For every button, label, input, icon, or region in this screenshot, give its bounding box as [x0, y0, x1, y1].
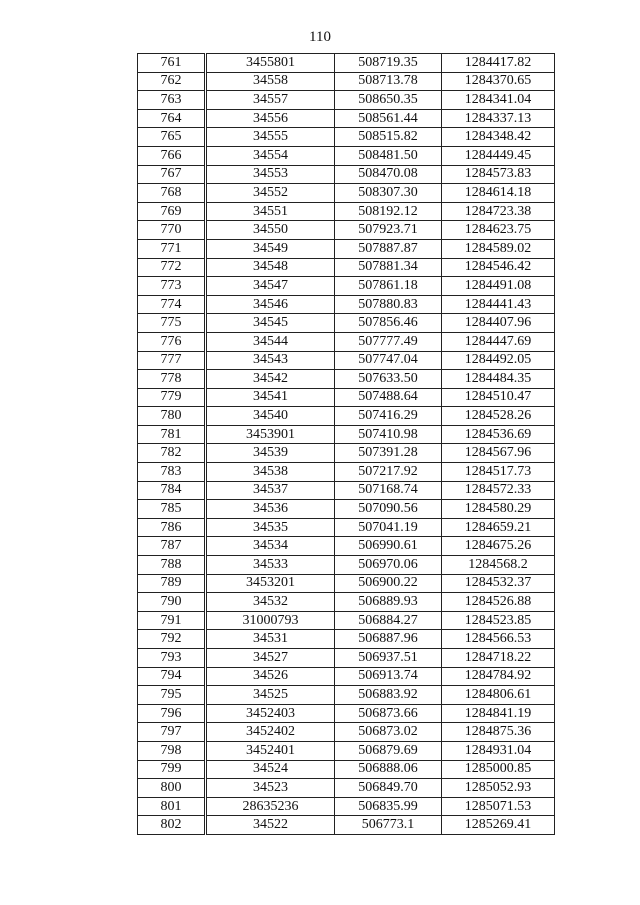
coordinate-x-cell: 506884.27	[335, 611, 442, 630]
coordinate-x-cell: 506900.22	[335, 574, 442, 593]
coordinate-y-cell: 1284806.61	[442, 686, 555, 705]
coordinate-y-cell: 1284875.36	[442, 723, 555, 742]
coordinate-y-cell: 1284348.42	[442, 128, 555, 147]
point-id-cell: 34546	[206, 295, 335, 314]
point-id-cell: 3455801	[206, 54, 335, 73]
point-id-cell: 34536	[206, 500, 335, 519]
coordinate-y-cell: 1284341.04	[442, 91, 555, 110]
row-number-cell: 785	[138, 500, 206, 519]
point-id-cell: 34523	[206, 779, 335, 798]
table-row	[138, 444, 555, 463]
coordinate-y-cell: 1284659.21	[442, 518, 555, 537]
coordinate-x-cell: 507881.34	[335, 258, 442, 277]
table-row	[138, 221, 555, 240]
point-id-cell: 34524	[206, 760, 335, 779]
table-row	[138, 611, 555, 630]
point-id-cell: 34541	[206, 388, 335, 407]
table-row	[138, 277, 555, 296]
point-id-cell: 34547	[206, 277, 335, 296]
table-row	[138, 481, 555, 500]
row-number-cell: 777	[138, 351, 206, 370]
coordinate-y-cell: 1285052.93	[442, 779, 555, 798]
point-id-cell: 34545	[206, 314, 335, 333]
table-row	[138, 146, 555, 165]
point-id-cell: 34554	[206, 146, 335, 165]
coordinates-table	[137, 53, 555, 835]
coordinate-y-cell: 1284449.45	[442, 146, 555, 165]
table-row	[138, 314, 555, 333]
row-number-cell: 769	[138, 202, 206, 221]
point-id-cell: 34538	[206, 463, 335, 482]
point-id-cell: 34555	[206, 128, 335, 147]
coordinate-y-cell: 1284337.13	[442, 109, 555, 128]
coordinate-x-cell: 506873.02	[335, 723, 442, 742]
coordinate-y-cell: 1284931.04	[442, 741, 555, 760]
table-row	[138, 779, 555, 798]
row-number-cell: 768	[138, 184, 206, 203]
coordinate-x-cell: 507090.56	[335, 500, 442, 519]
coordinate-x-cell: 506849.70	[335, 779, 442, 798]
coordinate-x-cell: 506990.61	[335, 537, 442, 556]
table-row	[138, 797, 555, 816]
row-number-cell: 773	[138, 277, 206, 296]
row-number-cell: 763	[138, 91, 206, 110]
point-id-cell: 34557	[206, 91, 335, 110]
table-row	[138, 332, 555, 351]
point-id-cell: 34556	[206, 109, 335, 128]
point-id-cell: 34527	[206, 649, 335, 668]
table-row	[138, 425, 555, 444]
coordinate-x-cell: 507410.98	[335, 425, 442, 444]
row-number-cell: 784	[138, 481, 206, 500]
coordinate-y-cell: 1284510.47	[442, 388, 555, 407]
point-id-cell: 34548	[206, 258, 335, 277]
table-row	[138, 72, 555, 91]
coordinate-x-cell: 506835.99	[335, 797, 442, 816]
point-id-cell: 3452402	[206, 723, 335, 742]
coordinate-x-cell: 506970.06	[335, 556, 442, 575]
coordinate-x-cell: 508307.30	[335, 184, 442, 203]
coordinate-x-cell: 507416.29	[335, 407, 442, 426]
row-number-cell: 789	[138, 574, 206, 593]
table-row	[138, 239, 555, 258]
point-id-cell: 31000793	[206, 611, 335, 630]
point-id-cell: 34532	[206, 593, 335, 612]
point-id-cell: 3452401	[206, 741, 335, 760]
point-id-cell: 34526	[206, 667, 335, 686]
row-number-cell: 799	[138, 760, 206, 779]
row-number-cell: 800	[138, 779, 206, 798]
table-row	[138, 202, 555, 221]
row-number-cell: 796	[138, 704, 206, 723]
coordinate-y-cell: 1284546.42	[442, 258, 555, 277]
table-row	[138, 388, 555, 407]
coordinate-y-cell: 1284614.18	[442, 184, 555, 203]
coordinate-x-cell: 506879.69	[335, 741, 442, 760]
table-row	[138, 556, 555, 575]
coordinate-x-cell: 506888.06	[335, 760, 442, 779]
table-row	[138, 370, 555, 389]
page-number: 110	[309, 29, 331, 45]
point-id-cell: 34537	[206, 481, 335, 500]
coordinate-y-cell: 1284567.96	[442, 444, 555, 463]
coordinate-y-cell: 1285269.41	[442, 816, 555, 835]
row-number-cell: 765	[138, 128, 206, 147]
coordinate-x-cell: 507923.71	[335, 221, 442, 240]
coordinate-x-cell: 507488.64	[335, 388, 442, 407]
row-number-cell: 772	[138, 258, 206, 277]
point-id-cell: 34549	[206, 239, 335, 258]
table-row	[138, 723, 555, 742]
row-number-cell: 788	[138, 556, 206, 575]
point-id-cell: 34543	[206, 351, 335, 370]
table-row	[138, 649, 555, 668]
coordinate-x-cell: 506887.96	[335, 630, 442, 649]
coordinate-y-cell: 1284417.82	[442, 54, 555, 73]
row-number-cell: 795	[138, 686, 206, 705]
coordinate-y-cell: 1284675.26	[442, 537, 555, 556]
coordinate-y-cell: 1284492.05	[442, 351, 555, 370]
coordinate-x-cell: 507861.18	[335, 277, 442, 296]
coordinate-y-cell: 1284484.35	[442, 370, 555, 389]
row-number-cell: 778	[138, 370, 206, 389]
coordinate-x-cell: 507887.87	[335, 239, 442, 258]
table-row	[138, 184, 555, 203]
table-row	[138, 704, 555, 723]
coordinate-x-cell: 508515.82	[335, 128, 442, 147]
coordinate-y-cell: 1284370.65	[442, 72, 555, 91]
coordinate-x-cell: 508481.50	[335, 146, 442, 165]
row-number-cell: 762	[138, 72, 206, 91]
coordinate-y-cell: 1284491.08	[442, 277, 555, 296]
coordinate-x-cell: 506913.74	[335, 667, 442, 686]
table-row	[138, 258, 555, 277]
row-number-cell: 786	[138, 518, 206, 537]
row-number-cell: 793	[138, 649, 206, 668]
point-id-cell: 34531	[206, 630, 335, 649]
coordinate-y-cell: 1284573.83	[442, 165, 555, 184]
coordinate-x-cell: 506873.66	[335, 704, 442, 723]
coordinate-y-cell: 1284526.88	[442, 593, 555, 612]
coordinate-x-cell: 506889.93	[335, 593, 442, 612]
row-number-cell: 776	[138, 332, 206, 351]
row-number-cell: 761	[138, 54, 206, 73]
table-row	[138, 667, 555, 686]
coordinate-y-cell: 1284532.37	[442, 574, 555, 593]
coordinate-y-cell: 1284784.92	[442, 667, 555, 686]
coordinate-x-cell: 507633.50	[335, 370, 442, 389]
coordinate-x-cell: 506937.51	[335, 649, 442, 668]
coordinate-y-cell: 1284723.38	[442, 202, 555, 221]
point-id-cell: 34540	[206, 407, 335, 426]
point-id-cell: 3453901	[206, 425, 335, 444]
row-number-cell: 775	[138, 314, 206, 333]
table-row	[138, 109, 555, 128]
coordinate-x-cell: 506883.92	[335, 686, 442, 705]
point-id-cell: 34533	[206, 556, 335, 575]
point-id-cell: 34550	[206, 221, 335, 240]
coordinate-x-cell: 507777.49	[335, 332, 442, 351]
row-number-cell: 782	[138, 444, 206, 463]
point-id-cell: 34522	[206, 816, 335, 835]
coordinate-x-cell: 508719.35	[335, 54, 442, 73]
point-id-cell: 34551	[206, 202, 335, 221]
table-row	[138, 165, 555, 184]
coordinate-y-cell: 1284536.69	[442, 425, 555, 444]
coordinate-y-cell: 1284589.02	[442, 239, 555, 258]
coordinate-y-cell: 1284523.85	[442, 611, 555, 630]
table-row	[138, 760, 555, 779]
point-id-cell: 34558	[206, 72, 335, 91]
table-row	[138, 54, 555, 73]
point-id-cell: 3453201	[206, 574, 335, 593]
point-id-cell: 34544	[206, 332, 335, 351]
row-number-cell: 797	[138, 723, 206, 742]
row-number-cell: 791	[138, 611, 206, 630]
coordinate-y-cell: 1284441.43	[442, 295, 555, 314]
row-number-cell: 802	[138, 816, 206, 835]
coordinate-y-cell: 1284568.2	[442, 556, 555, 575]
table-row	[138, 295, 555, 314]
point-id-cell: 34552	[206, 184, 335, 203]
point-id-cell: 34542	[206, 370, 335, 389]
coordinate-x-cell: 507168.74	[335, 481, 442, 500]
table-row	[138, 686, 555, 705]
table-row	[138, 518, 555, 537]
coordinate-y-cell: 1285000.85	[442, 760, 555, 779]
coordinate-x-cell: 507217.92	[335, 463, 442, 482]
table-row	[138, 630, 555, 649]
coordinate-x-cell: 508561.44	[335, 109, 442, 128]
coordinate-x-cell: 507880.83	[335, 295, 442, 314]
coordinate-y-cell: 1284517.73	[442, 463, 555, 482]
coordinate-y-cell: 1284566.53	[442, 630, 555, 649]
coordinate-x-cell: 507856.46	[335, 314, 442, 333]
point-id-cell: 34539	[206, 444, 335, 463]
table-row	[138, 741, 555, 760]
row-number-cell: 781	[138, 425, 206, 444]
point-id-cell: 34525	[206, 686, 335, 705]
table-row	[138, 500, 555, 519]
coordinate-y-cell: 1284572.33	[442, 481, 555, 500]
row-number-cell: 794	[138, 667, 206, 686]
coordinate-x-cell: 508650.35	[335, 91, 442, 110]
coordinates-table-body	[138, 54, 555, 835]
coordinate-x-cell: 507747.04	[335, 351, 442, 370]
point-id-cell: 34534	[206, 537, 335, 556]
table-row	[138, 351, 555, 370]
row-number-cell: 798	[138, 741, 206, 760]
row-number-cell: 792	[138, 630, 206, 649]
row-number-cell: 780	[138, 407, 206, 426]
coordinate-y-cell: 1284580.29	[442, 500, 555, 519]
coordinate-y-cell: 1284718.22	[442, 649, 555, 668]
table-row	[138, 463, 555, 482]
coordinate-x-cell: 507391.28	[335, 444, 442, 463]
row-number-cell: 779	[138, 388, 206, 407]
point-id-cell: 28635236	[206, 797, 335, 816]
row-number-cell: 787	[138, 537, 206, 556]
row-number-cell: 764	[138, 109, 206, 128]
table-row	[138, 407, 555, 426]
coordinate-y-cell: 1284447.69	[442, 332, 555, 351]
table-row	[138, 91, 555, 110]
table-row	[138, 574, 555, 593]
coordinate-x-cell: 506773.1	[335, 816, 442, 835]
coordinate-x-cell: 508470.08	[335, 165, 442, 184]
table-row	[138, 128, 555, 147]
table-row	[138, 593, 555, 612]
row-number-cell: 771	[138, 239, 206, 258]
coordinate-x-cell: 507041.19	[335, 518, 442, 537]
row-number-cell: 770	[138, 221, 206, 240]
table-row	[138, 816, 555, 835]
coordinate-x-cell: 508713.78	[335, 72, 442, 91]
row-number-cell: 766	[138, 146, 206, 165]
point-id-cell: 3452403	[206, 704, 335, 723]
row-number-cell: 767	[138, 165, 206, 184]
row-number-cell: 801	[138, 797, 206, 816]
coordinate-y-cell: 1284623.75	[442, 221, 555, 240]
point-id-cell: 34553	[206, 165, 335, 184]
coordinate-y-cell: 1285071.53	[442, 797, 555, 816]
row-number-cell: 783	[138, 463, 206, 482]
coordinate-y-cell: 1284841.19	[442, 704, 555, 723]
row-number-cell: 774	[138, 295, 206, 314]
coordinate-y-cell: 1284407.96	[442, 314, 555, 333]
table-row	[138, 537, 555, 556]
point-id-cell: 34535	[206, 518, 335, 537]
coordinate-x-cell: 508192.12	[335, 202, 442, 221]
coordinate-y-cell: 1284528.26	[442, 407, 555, 426]
row-number-cell: 790	[138, 593, 206, 612]
